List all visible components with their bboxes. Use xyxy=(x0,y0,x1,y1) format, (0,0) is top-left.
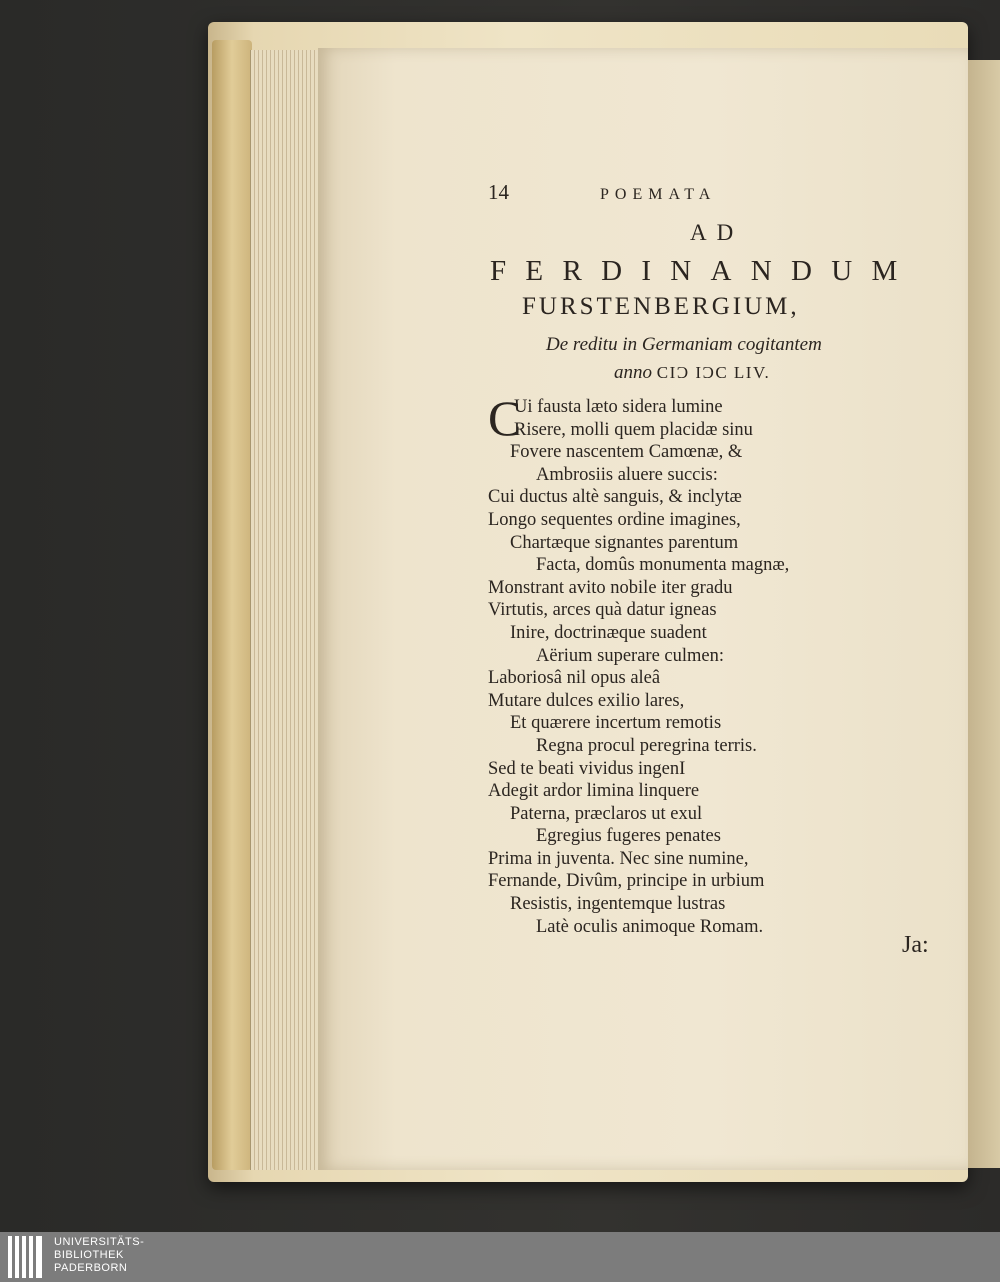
poem-line: Facta, domûs monumenta magnæ, xyxy=(536,555,790,576)
subtitle-year: CIƆ IƆC LIV. xyxy=(656,363,771,382)
poem-line: Aërium superare culmen: xyxy=(536,645,725,666)
poem-line: Laboriosâ nil opus aleâ xyxy=(488,668,661,689)
poem-line: Mutare dulces exilio lares, xyxy=(488,690,685,711)
catchword: Ja: xyxy=(902,932,929,958)
subtitle-line-1: De reditu in Germaniam cogitantem xyxy=(546,334,822,355)
library-logo-icon xyxy=(8,1236,44,1278)
page-number: 14 xyxy=(488,180,509,204)
poem-line: Chartæque signantes parentum xyxy=(510,532,739,553)
poem-line: Egregius fugeres penates xyxy=(536,826,721,847)
running-title: POEMATA xyxy=(600,186,717,203)
library-name-line-1: UNIVERSITÄTS- xyxy=(54,1236,145,1248)
poem-line: Virtutis, arces quà datur igneas xyxy=(488,600,717,621)
title-family: FURSTENBERGIUM, xyxy=(522,293,800,320)
poem-line: Monstrant avito nobile iter gradu xyxy=(488,577,733,598)
poem-body xyxy=(488,390,948,938)
poem-line: Adegit ardor limina linquere xyxy=(488,781,700,802)
page-edges xyxy=(250,50,321,1170)
library-name xyxy=(54,1236,144,1275)
library-footer xyxy=(0,1232,1000,1282)
poem-line: Latè oculis animoque Romam. xyxy=(536,916,764,937)
poem-line: Ambrosiis aluere succis: xyxy=(536,464,718,485)
subtitle-anno: anno xyxy=(614,362,652,383)
poem-line: Inire, doctrinæque suadent xyxy=(510,622,707,643)
poem-line: Regna procul peregrina terris. xyxy=(536,735,757,756)
poem-line: Longo sequentes ordine imagines, xyxy=(488,509,741,530)
running-head xyxy=(488,180,716,205)
poem-line: Fovere nascentem Camœnæ, & xyxy=(510,442,743,463)
poem-line: Ui fausta læto sidera lumine xyxy=(514,397,723,417)
title-ad: AD xyxy=(690,220,744,245)
poem-line: Et quærere incertum remotis xyxy=(510,713,722,734)
poem-line: Risere, molli quem placidæ sinu xyxy=(514,419,753,440)
subtitle-line-2 xyxy=(614,362,770,384)
poem-line: Fernande, Divûm, principe in urbium xyxy=(488,871,765,892)
poem-line: Cui ductus altè sanguis, & inclytæ xyxy=(488,487,742,508)
poem-line: Prima in juventa. Nec sine numine, xyxy=(488,848,749,869)
library-name-line-3: PADERBORN xyxy=(54,1262,128,1274)
poem-line: Paterna, præclaros ut exul xyxy=(510,803,703,824)
poem-line: Resistis, ingentemque lustras xyxy=(510,894,726,915)
drop-cap: C xyxy=(488,390,522,446)
book-spine xyxy=(212,40,252,1170)
library-name-line-2: BIBLIOTHEK xyxy=(54,1249,124,1261)
poem-line: Sed te beati vividus ingenI xyxy=(488,758,686,779)
title-name: FERDINANDUM xyxy=(490,255,917,287)
